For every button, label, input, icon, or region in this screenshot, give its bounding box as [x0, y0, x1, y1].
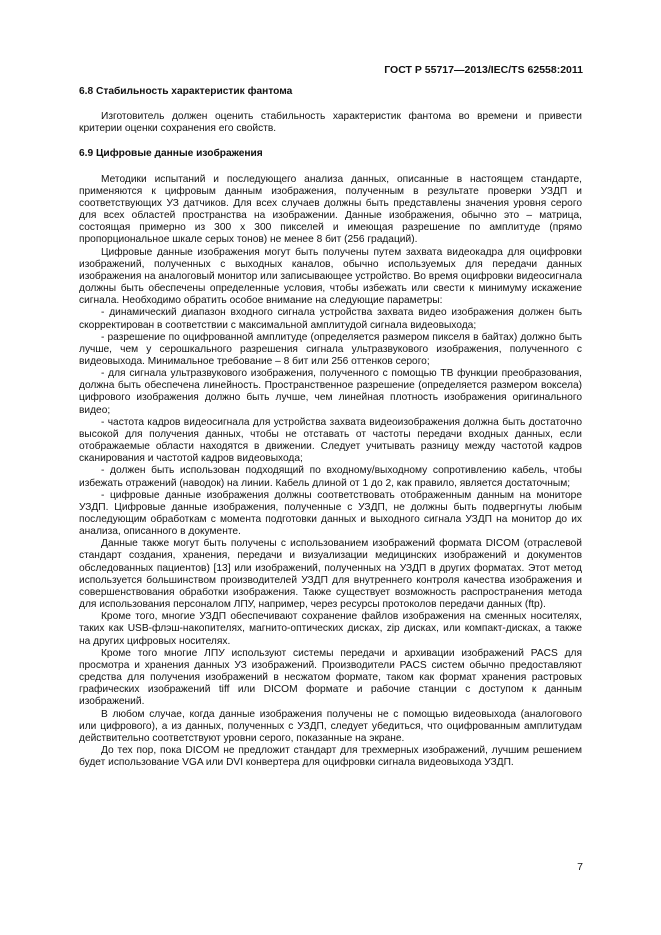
list-item: - частота кадров видеосигнала для устройства захвата видеоизображения должна быть достаточно высокой для получения данных, чтобы не отставать от частоты передачи входных данных, если отображаемые области находятся в движении. Следует учитывать разницу между частотой кадров сканирования и частотой кадров видеовыхода; — [79, 416, 582, 465]
list-item: - динамический диапазон входного сигнала устройства захвата видео изображения должен быть скорректирован в соответствии с максимальной амплитудой сигнала видеовыхода; — [79, 307, 582, 331]
paragraph: В любом случае, когда данные изображения получены не с помощью видеовыхода (аналогового или цифрового), а из данных, полученных с УЗДП, следует убедиться, что оцифрованным амплитудам действительно соответствуют уровни серого, показанные на экране. — [79, 708, 582, 744]
paragraph: Методики испытаний и последующего анализа данных, описанные в настоящем стандарте, применяются к цифровым данным изображения, полученным в результате проверки УЗДП и соответствующих УЗ датчиков. Для всех случаев должны быть представлены значения уровня серого для всех областей пространства на изображении. Данные изображения, обычно это – матрица, состоящая примерно из 300 х 300 пикселей и имеющая разрешение по амплитуде (прямо пропорциональное шкале серых тонов) не менее 8 бит (256 градаций). — [79, 173, 582, 246]
paragraph: Данные также могут быть получены с использованием изображений формата DICOM (отраслевой стандарт создания, хранения, передачи и визуализации медицинских изображений и документов обследованных пациентов) [13] или изображений, полученных на УЗДП в других форматах. Этот метод используется большинством производителей УЗДП для внутреннего контроля качества изображения и совершенствования обработки изображения. Также существует возможность распространения метода для использования персоналом ЛПУ, например, через ресурсы протоколов передачи данных (ftp). — [79, 538, 582, 611]
page-number: 7 — [577, 861, 583, 873]
paragraph: Цифровые данные изображения могут быть получены путем захвата видеокадра для оцифровки изображений, полученных с выходных каналов, обычно используемых для передачи данных изображения на аналоговый монитор или записывающее устройство. Во время оцифровки видеосигнала должны быть обеспечены определенные условия, чтобы избежать или свести к минимуму искажение сигнала. Необходимо обратить особое внимание на следующие параметры: — [79, 246, 582, 307]
page-content — [79, 86, 582, 769]
list-item: - для сигнала ультразвукового изображения, полученного с помощью ТВ функции преобразования, должна быть обеспечена линейность. Пространственное разрешение (определяется размером воксела) цифрового изображения должно быть лучше, чем линейная плотность изображения оригинального видео; — [79, 368, 582, 416]
list-item: - цифровые данные изображения должны соответствовать отображенным данным на мониторе УЗДП. Цифровые данные изображения, полученные с УЗДП, не должны быть подвергнуты любым последующим обработкам с момента подготовки данных и выходного сигнала УЗДП на монитор до их анализа, описанного в документе. — [79, 489, 582, 538]
list-item: - разрешение по оцифрованной амплитуде (определяется размером пикселя в байтах) должно быть лучше, чем у серошкального разрешения сигнала ультразвукового изображения, полученного с видеовыхода. Минимальное требование – 8 бит или 256 оттенков серого; — [79, 331, 582, 367]
paragraph: Изготовитель должен оценить стабильность характеристик фантома во времени и привести критерии оценки сохранения его свойств. — [79, 111, 582, 135]
list-item: - должен быть использован подходящий по входному/выходному сопротивлению кабель, чтобы избежать отражений (наводок) на линии. Кабель длиной от 1 до 2, как правило, является достаточным; — [79, 465, 582, 489]
paragraph: Кроме того, многие УЗДП обеспечивают сохранение файлов изображения на сменных носителях, таких как USB-флэш-накопителях, магнито-оптических дисках, zip дисках, или компакт-дисках, а также на других цифровых носителях. — [79, 611, 582, 647]
section-6-8-title: 6.8 Стабильность характеристик фантома — [79, 86, 293, 97]
paragraph: До тех пор, пока DICOM не предложит стандарт для трехмерных изображений, лучшим решением будет использование VGA или DVI конвертера для оцифровки сигнала видеовыхода УЗДП. — [79, 744, 582, 769]
standard-header: ГОСТ Р 55717—2013/IEC/TS 62558:2011 — [384, 64, 583, 76]
section-6-9-title: 6.9 Цифровые данные изображения — [79, 148, 263, 160]
paragraph: Кроме того многие ЛПУ используют системы передачи и архивации изображений PACS для просмотра и хранения данных УЗ изображений. Производители PACS систем обычно предоставляют средства для получения изображений в несжатом формате, таком как формат хранения растровых графических изображений tiff или DICOM формате и рабочие станции с доступом к данным изображений. — [79, 647, 582, 708]
